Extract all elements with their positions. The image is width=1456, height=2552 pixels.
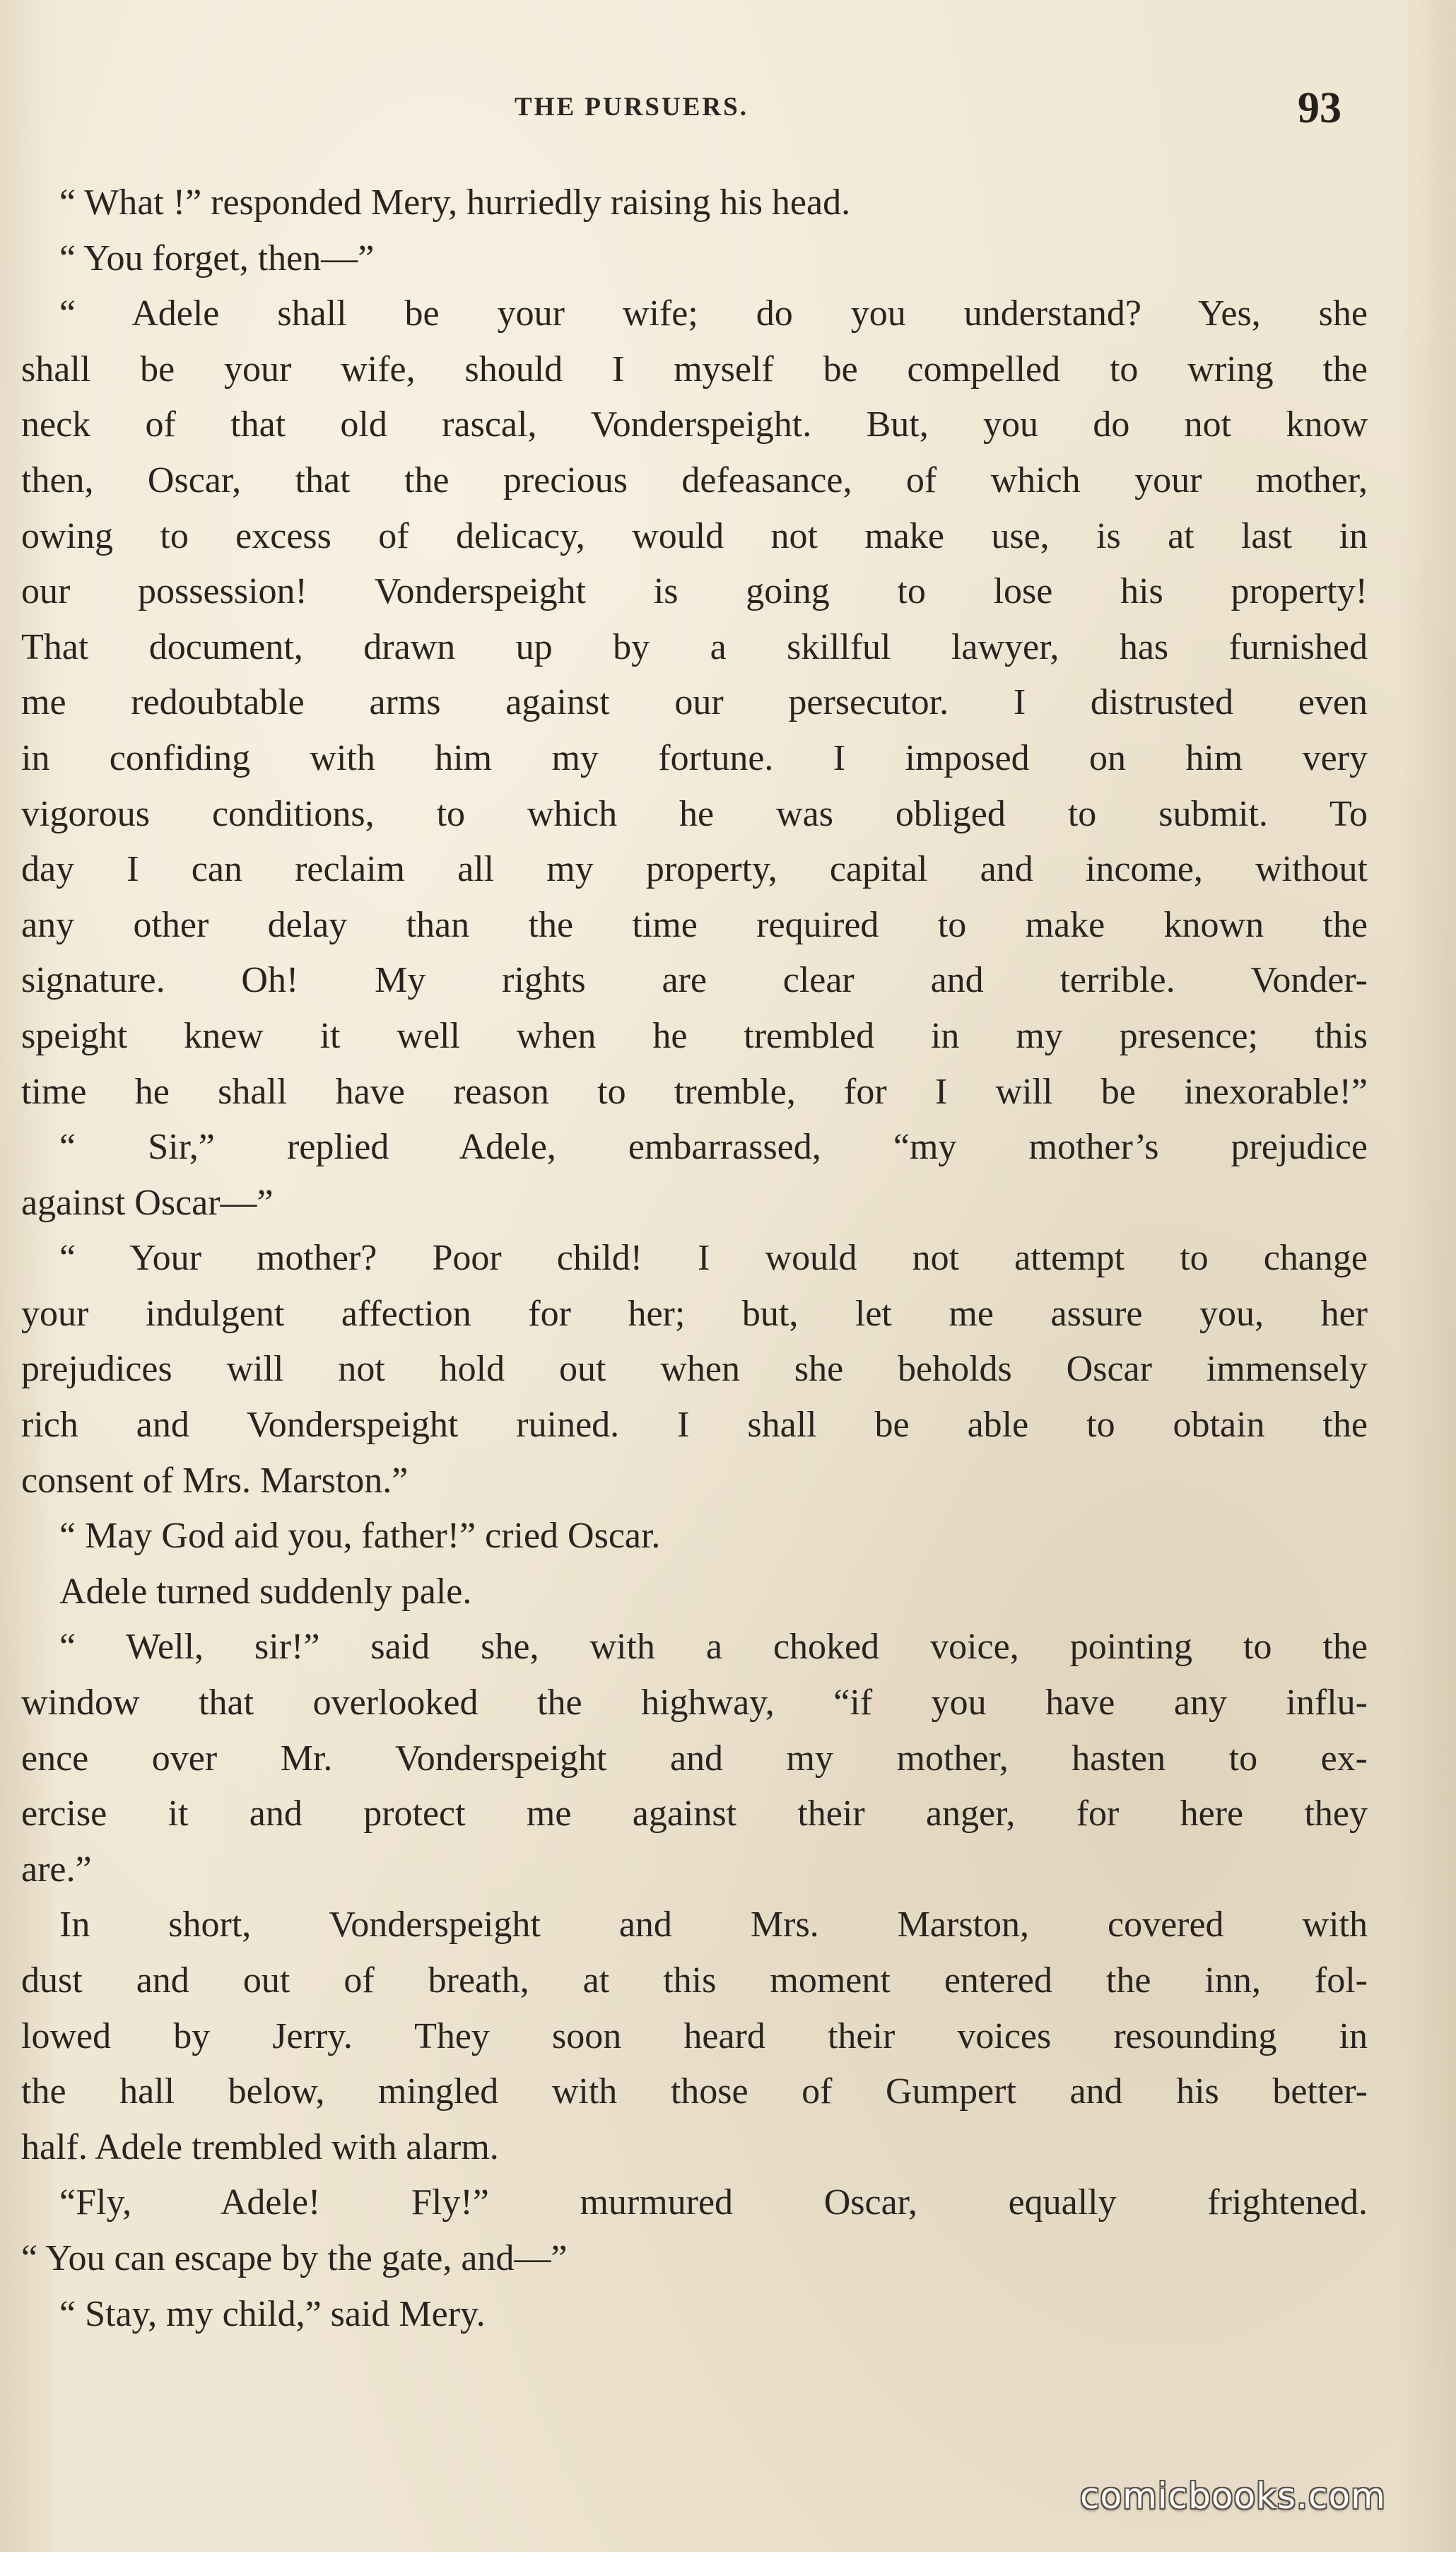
running-header — [0, 83, 1456, 140]
text-line: owing to excess of delicacy, would not make use, is at last in — [21, 515, 1368, 556]
text-line: “ Adele shall be your wife; do you understand? Yes, she — [59, 293, 1368, 334]
body-text — [21, 175, 1368, 2342]
text-line: “ Your mother? Poor child! I would not attempt to change — [59, 1238, 1368, 1279]
text-line: “ Well, sir!” said she, with a choked voice, pointing to the — [59, 1627, 1368, 1668]
watermark: comicbooks.com — [1080, 2476, 1386, 2517]
text-line: the hall below, mingled with those of Gumpert and his better- — [21, 2071, 1368, 2112]
text-line: ercise it and protect me against their anger, for here they — [21, 1793, 1368, 1834]
text-line: then, Oscar, that the precious defeasance, of which your mother, — [21, 460, 1368, 501]
text-line: consent of Mrs. Marston.” — [21, 1460, 409, 1501]
text-line: rich and Vonderspeight ruined. I shall be able to obtain the — [21, 1405, 1368, 1446]
text-line: against Oscar—” — [21, 1182, 274, 1223]
text-line: window that overlooked the highway, “if you have any influ- — [21, 1682, 1368, 1723]
text-line: signature. Oh! My rights are clear and terrible. Vonder- — [21, 960, 1368, 1001]
text-line: me redoubtable arms against our persecutor. I distrusted even — [21, 682, 1368, 723]
text-line: “ Sir,” replied Adele, embarrassed, “my mother’s prejudice — [59, 1127, 1368, 1168]
text-line: your indulgent affection for her; but, let me assure you, her — [21, 1293, 1368, 1334]
text-line: prejudices will not hold out when she beholds Oscar immensely — [21, 1349, 1368, 1390]
text-line: “Fly, Adele! Fly!” murmured Oscar, equally frightened. — [59, 2182, 1368, 2223]
text-line: lowed by Jerry. They soon heard their voices resounding in — [21, 2015, 1368, 2056]
text-line: “ May God aid you, father!” cried Oscar. — [59, 1516, 661, 1557]
running-title: THE PURSUERS. — [515, 93, 748, 122]
text-line: vigorous conditions, to which he was obliged to submit. To — [21, 793, 1368, 834]
text-line: time he shall have reason to tremble, for I will be inexorable!” — [21, 1071, 1368, 1112]
text-line: That document, drawn up by a skillful lawyer, has furnished — [21, 626, 1368, 667]
text-line: speight knew it well when he trembled in my presence; this — [21, 1015, 1368, 1056]
text-line: neck of that old rascal, Vonderspeight. But, you do not know — [21, 404, 1368, 445]
text-line: are.” — [21, 1849, 92, 1890]
text-line: “ You forget, then—” — [59, 238, 375, 279]
text-line: Adele turned suddenly pale. — [59, 1571, 472, 1612]
text-line: in confiding with him my fortune. I imposed on him very — [21, 737, 1368, 778]
page-number: 93 — [1298, 84, 1341, 132]
text-line: dust and out of breath, at this moment entered the inn, fol- — [21, 1960, 1368, 2001]
text-line: half. Adele trembled with alarm. — [21, 2126, 499, 2167]
text-line: In short, Vonderspeight and Mrs. Marston, covered with — [59, 1904, 1368, 1945]
text-line: any other delay than the time required to make known the — [21, 904, 1368, 945]
text-line: ence over Mr. Vonderspeight and my mother, hasten to ex- — [21, 1738, 1368, 1779]
text-line: our possession! Vonderspeight is going to lose his property! — [21, 571, 1368, 612]
text-line: “ You can escape by the gate, and—” — [21, 2237, 568, 2278]
text-line: day I can reclaim all my property, capital and income, without — [21, 849, 1368, 890]
text-line: shall be your wife, should I myself be compelled to wring the — [21, 349, 1368, 390]
text-line: “ What !” responded Mery, hurriedly raising his head. — [59, 182, 851, 223]
text-line: “ Stay, my child,” said Mery. — [59, 2293, 486, 2334]
